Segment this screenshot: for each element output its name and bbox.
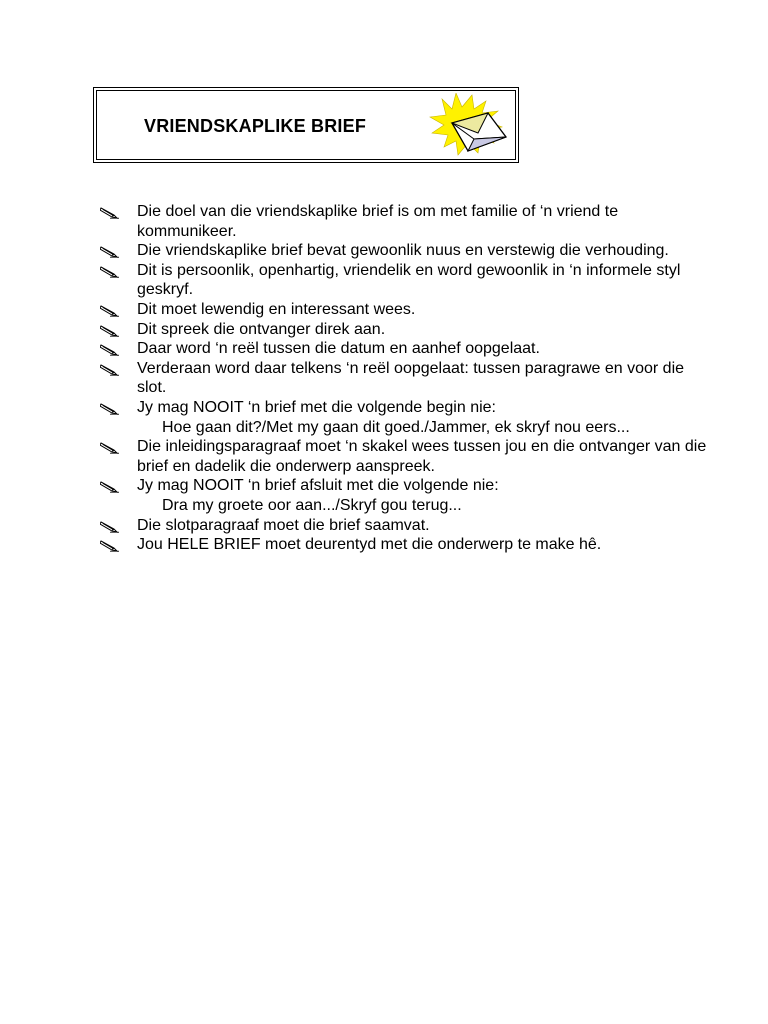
open-envelope-letter-icon [422, 93, 510, 161]
list-item-text: Dit is persoonlik, openhartig, vriendelik en word gewoonlik in ‘n informele styl geskryf. [137, 261, 681, 299]
pencil-writing-icon [100, 540, 120, 552]
list-item [100, 202, 710, 241]
list-item [100, 261, 710, 300]
list-item-text: Dit spreek die ontvanger direk aan. [137, 320, 386, 338]
list-item-text: Die doel van die vriendskaplike brief is om met familie of ‘n vriend te kommunikeer. [137, 203, 619, 240]
pencil-writing-icon [100, 403, 120, 415]
list-item-example: Dra my groete oor aan.../Skryf gou terug... [162, 496, 462, 514]
pencil-writing-icon [100, 305, 120, 317]
pencil-writing-icon [100, 344, 120, 356]
list-item [100, 437, 710, 476]
list-item-text: Daar word ‘n reël tussen die datum en aanhef oopgelaat. [137, 340, 540, 358]
pencil-writing-icon [100, 207, 120, 219]
list-item-text: Die inleidingsparagraaf moet ‘n skakel wees tussen jou en die ontvanger van die brief en dadelik die onderwerp aanspreek. [137, 438, 707, 475]
page-title: VRIENDSKAPLIKE BRIEF [144, 116, 367, 136]
list-item [100, 339, 710, 359]
pencil-writing-icon [100, 481, 120, 493]
list-item [100, 300, 710, 320]
list-item [100, 241, 710, 261]
pencil-writing-icon [100, 246, 120, 258]
list-item-text: Jy mag NOOIT ‘n brief met die volgende begin nie: [137, 398, 496, 416]
list-item [100, 476, 710, 515]
list-item [100, 359, 710, 398]
list-item-example: Hoe gaan dit?/Met my gaan dit goed./Jammer, ek skryf nou eers... [162, 418, 630, 436]
pencil-writing-icon [100, 521, 120, 533]
pencil-writing-icon [100, 325, 120, 337]
title-box [93, 87, 519, 163]
list-item [100, 535, 710, 555]
list-item-text: Verderaan word daar telkens ‘n reël oopgelaat: tussen paragrawe en voor die slot. [137, 359, 685, 397]
pencil-writing-icon [100, 364, 120, 376]
list-item-text: Dit moet lewendig en interessant wees. [137, 300, 416, 318]
list-item [100, 320, 710, 340]
bullet-list [100, 202, 710, 555]
list-item [100, 516, 710, 536]
list-item-text: Jy mag NOOIT ‘n brief afsluit met die volgende nie: [137, 477, 499, 495]
list-item [100, 398, 710, 437]
list-item-text: Die slotparagraaf moet die brief saamvat. [137, 516, 430, 534]
list-item-text: Die vriendskaplike brief bevat gewoonlik nuus en verstewig die verhouding. [137, 242, 669, 260]
pencil-writing-icon [100, 266, 120, 278]
list-item-text: Jou HELE BRIEF moet deurentyd met die onderwerp te make hê. [137, 536, 602, 554]
pencil-writing-icon [100, 442, 120, 454]
